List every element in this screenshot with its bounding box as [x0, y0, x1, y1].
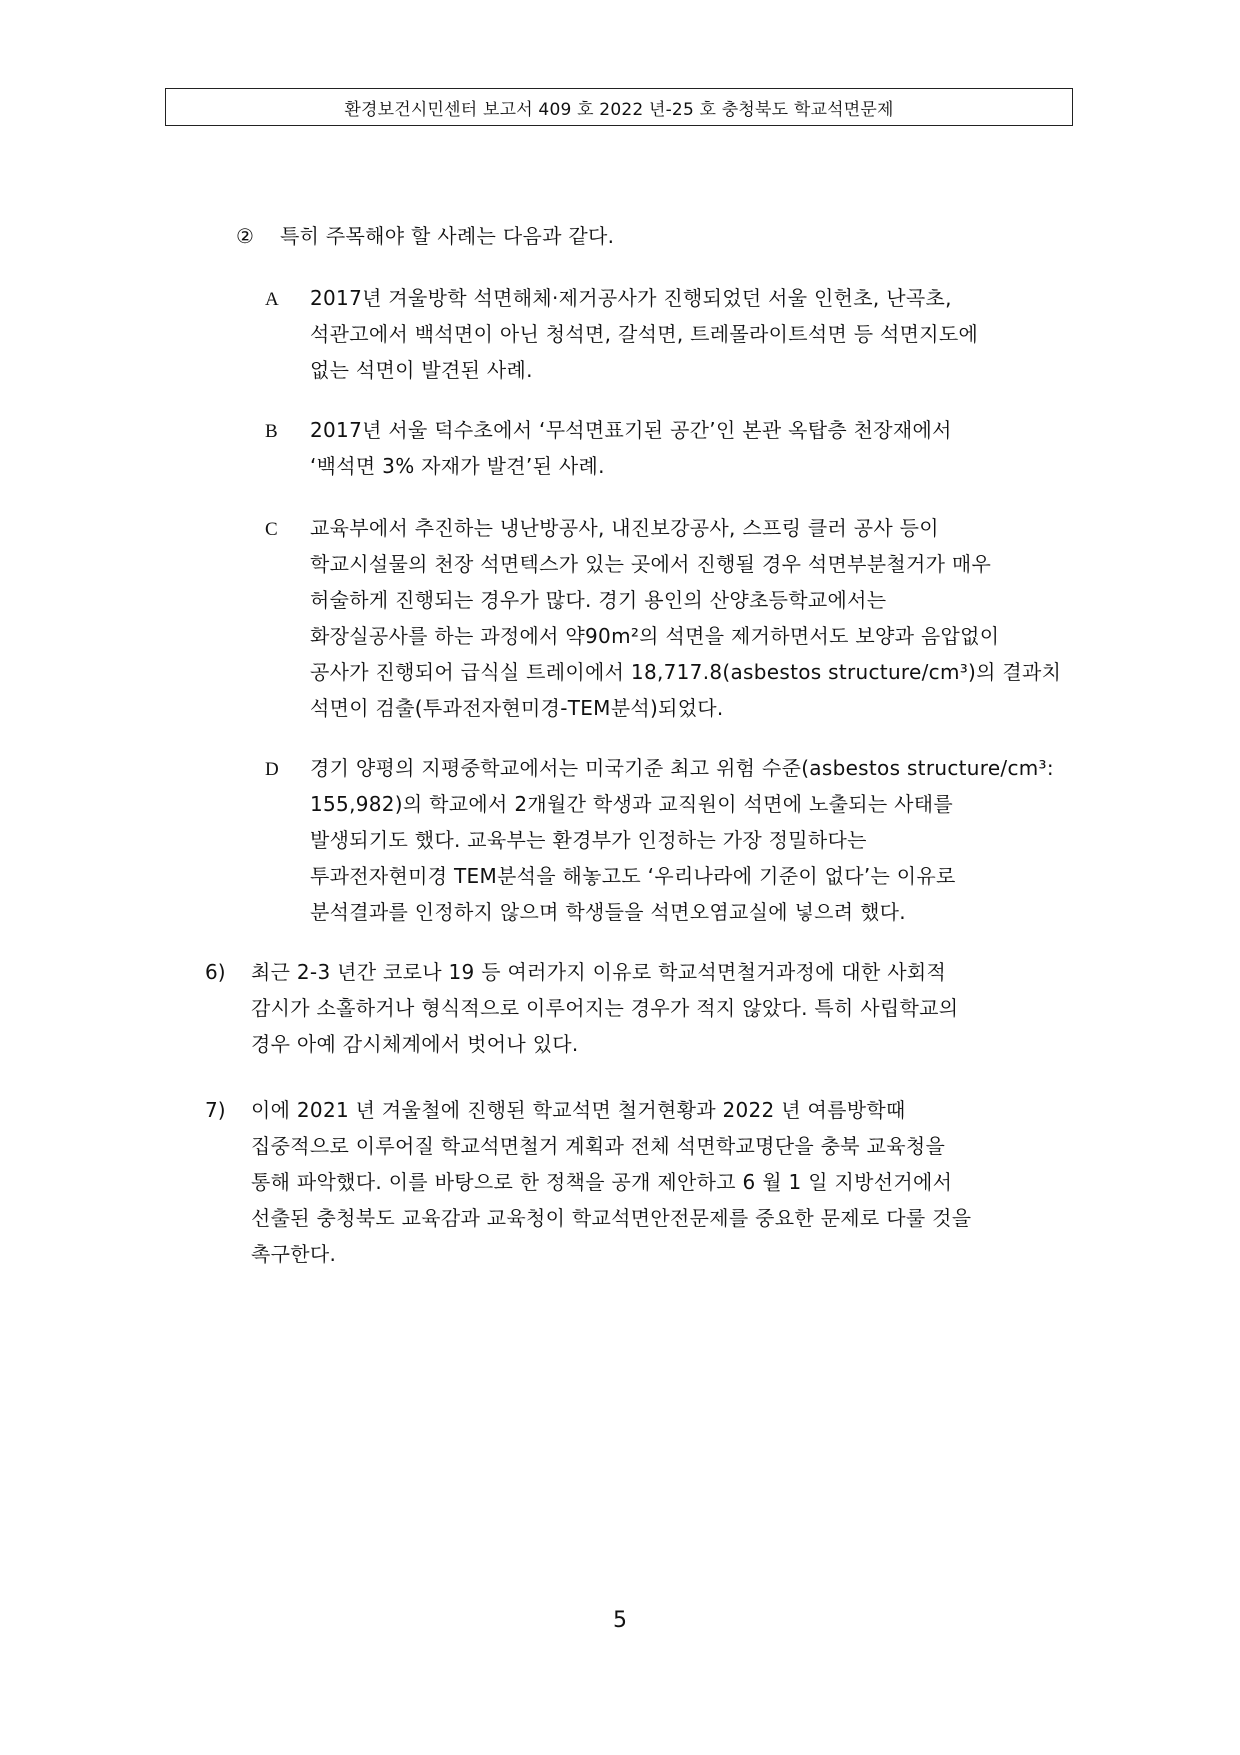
case-d-line-4: 투과전자현미경 TEM분석을 해놓고도 ‘우리나라에 기준이 없다’는 이유로 [310, 864, 956, 888]
case-b-line-2: ‘백석면 3% 자재가 발견’된 사례. [310, 454, 605, 478]
page-number: 5 [613, 1608, 627, 1633]
case-c-line-2: 학교시설물의 천장 석면텍스가 있는 곳에서 진행될 경우 석면부분철거가 매우 [310, 552, 992, 576]
case-b-marker: B [265, 421, 278, 442]
case-c-line-3: 허술하게 진행되는 경우가 많다. 경기 용인의 산양초등학교에서는 [310, 588, 887, 612]
case-d-line-3: 발생되기도 했다. 교육부는 환경부가 인정하는 가장 정밀하다는 [310, 828, 867, 852]
case-b-line-1: 2017년 서울 덕수초에서 ‘무석면표기된 공간’인 본관 옥탑층 천장재에서 [310, 418, 952, 442]
case-a-line-1: 2017년 겨울방학 석면해체·제거공사가 진행되었던 서울 인헌초, 난곡초, [310, 286, 952, 310]
case-a-marker: A [265, 289, 279, 310]
item6-line-2: 감시가 소홀하거나 형식적으로 이루어지는 경우가 적지 않았다. 특히 사립학교의 [251, 996, 959, 1020]
header-title: 환경보건시민센터 보고서 409 호 2022 년-25 호 충청북도 학교석면문제 [344, 99, 894, 120]
case-c-line-1: 교육부에서 추진하는 냉난방공사, 내진보강공사, 스프링 클러 공사 등이 [310, 516, 939, 540]
item6-line-3: 경우 아예 감시체계에서 벗어나 있다. [251, 1032, 579, 1056]
item2-text: 특히 주목해야 할 사례는 다음과 같다. [280, 224, 615, 248]
item6-line-1: 최근 2-3 년간 코로나 19 등 여러가지 이유로 학교석면철거과정에 대한 사회적 [251, 960, 947, 984]
case-d-line-1: 경기 양평의 지평중학교에서는 미국기준 최고 위험 수준(asbestos structure/cm³: [310, 756, 1054, 780]
case-c-line-5: 공사가 진행되어 급식실 트레이에서 18,717.8(asbestos structure/cm³)의 결과치 [310, 660, 1062, 684]
header-title-box [165, 88, 1073, 126]
item6-marker: 6) [205, 960, 226, 984]
case-d-line-2: 155,982)의 학교에서 2개월간 학생과 교직원이 석면에 노출되는 사태를 [310, 792, 954, 816]
case-d-marker: D [265, 759, 279, 780]
item7-marker: 7) [205, 1098, 226, 1122]
case-d-line-5: 분석결과를 인정하지 않으며 학생들을 석면오염교실에 넣으려 했다. [310, 900, 906, 924]
item7-line-5: 촉구한다. [251, 1242, 337, 1266]
item7-line-4: 선출된 충청북도 교육감과 교육청이 학교석면안전문제를 중요한 문제로 다룰 것을 [251, 1206, 972, 1230]
item7-line-2: 집중적으로 이루어질 학교석면철거 계획과 전체 석면학교명단을 충북 교육청을 [251, 1134, 946, 1158]
case-a-line-2: 석관고에서 백석면이 아닌 청석면, 갈석면, 트레몰라이트석면 등 석면지도에 [310, 322, 979, 346]
item7-line-3: 통해 파악했다. 이를 바탕으로 한 정책을 공개 제안하고 6 월 1 일 지방선거에서 [251, 1170, 953, 1194]
item7-line-1: 이에 2021 년 겨울철에 진행된 학교석면 철거현황과 2022 년 여름방학때 [251, 1098, 906, 1122]
case-c-line-6: 석면이 검출(투과전자현미경-TEM분석)되었다. [310, 696, 724, 720]
item2-marker: ② [236, 224, 254, 248]
case-c-marker: C [265, 519, 278, 540]
case-c-line-4: 화장실공사를 하는 과정에서 약90m²의 석면을 제거하면서도 보양과 음압없이 [310, 624, 1000, 648]
case-a-line-3: 없는 석면이 발견된 사례. [310, 358, 533, 382]
